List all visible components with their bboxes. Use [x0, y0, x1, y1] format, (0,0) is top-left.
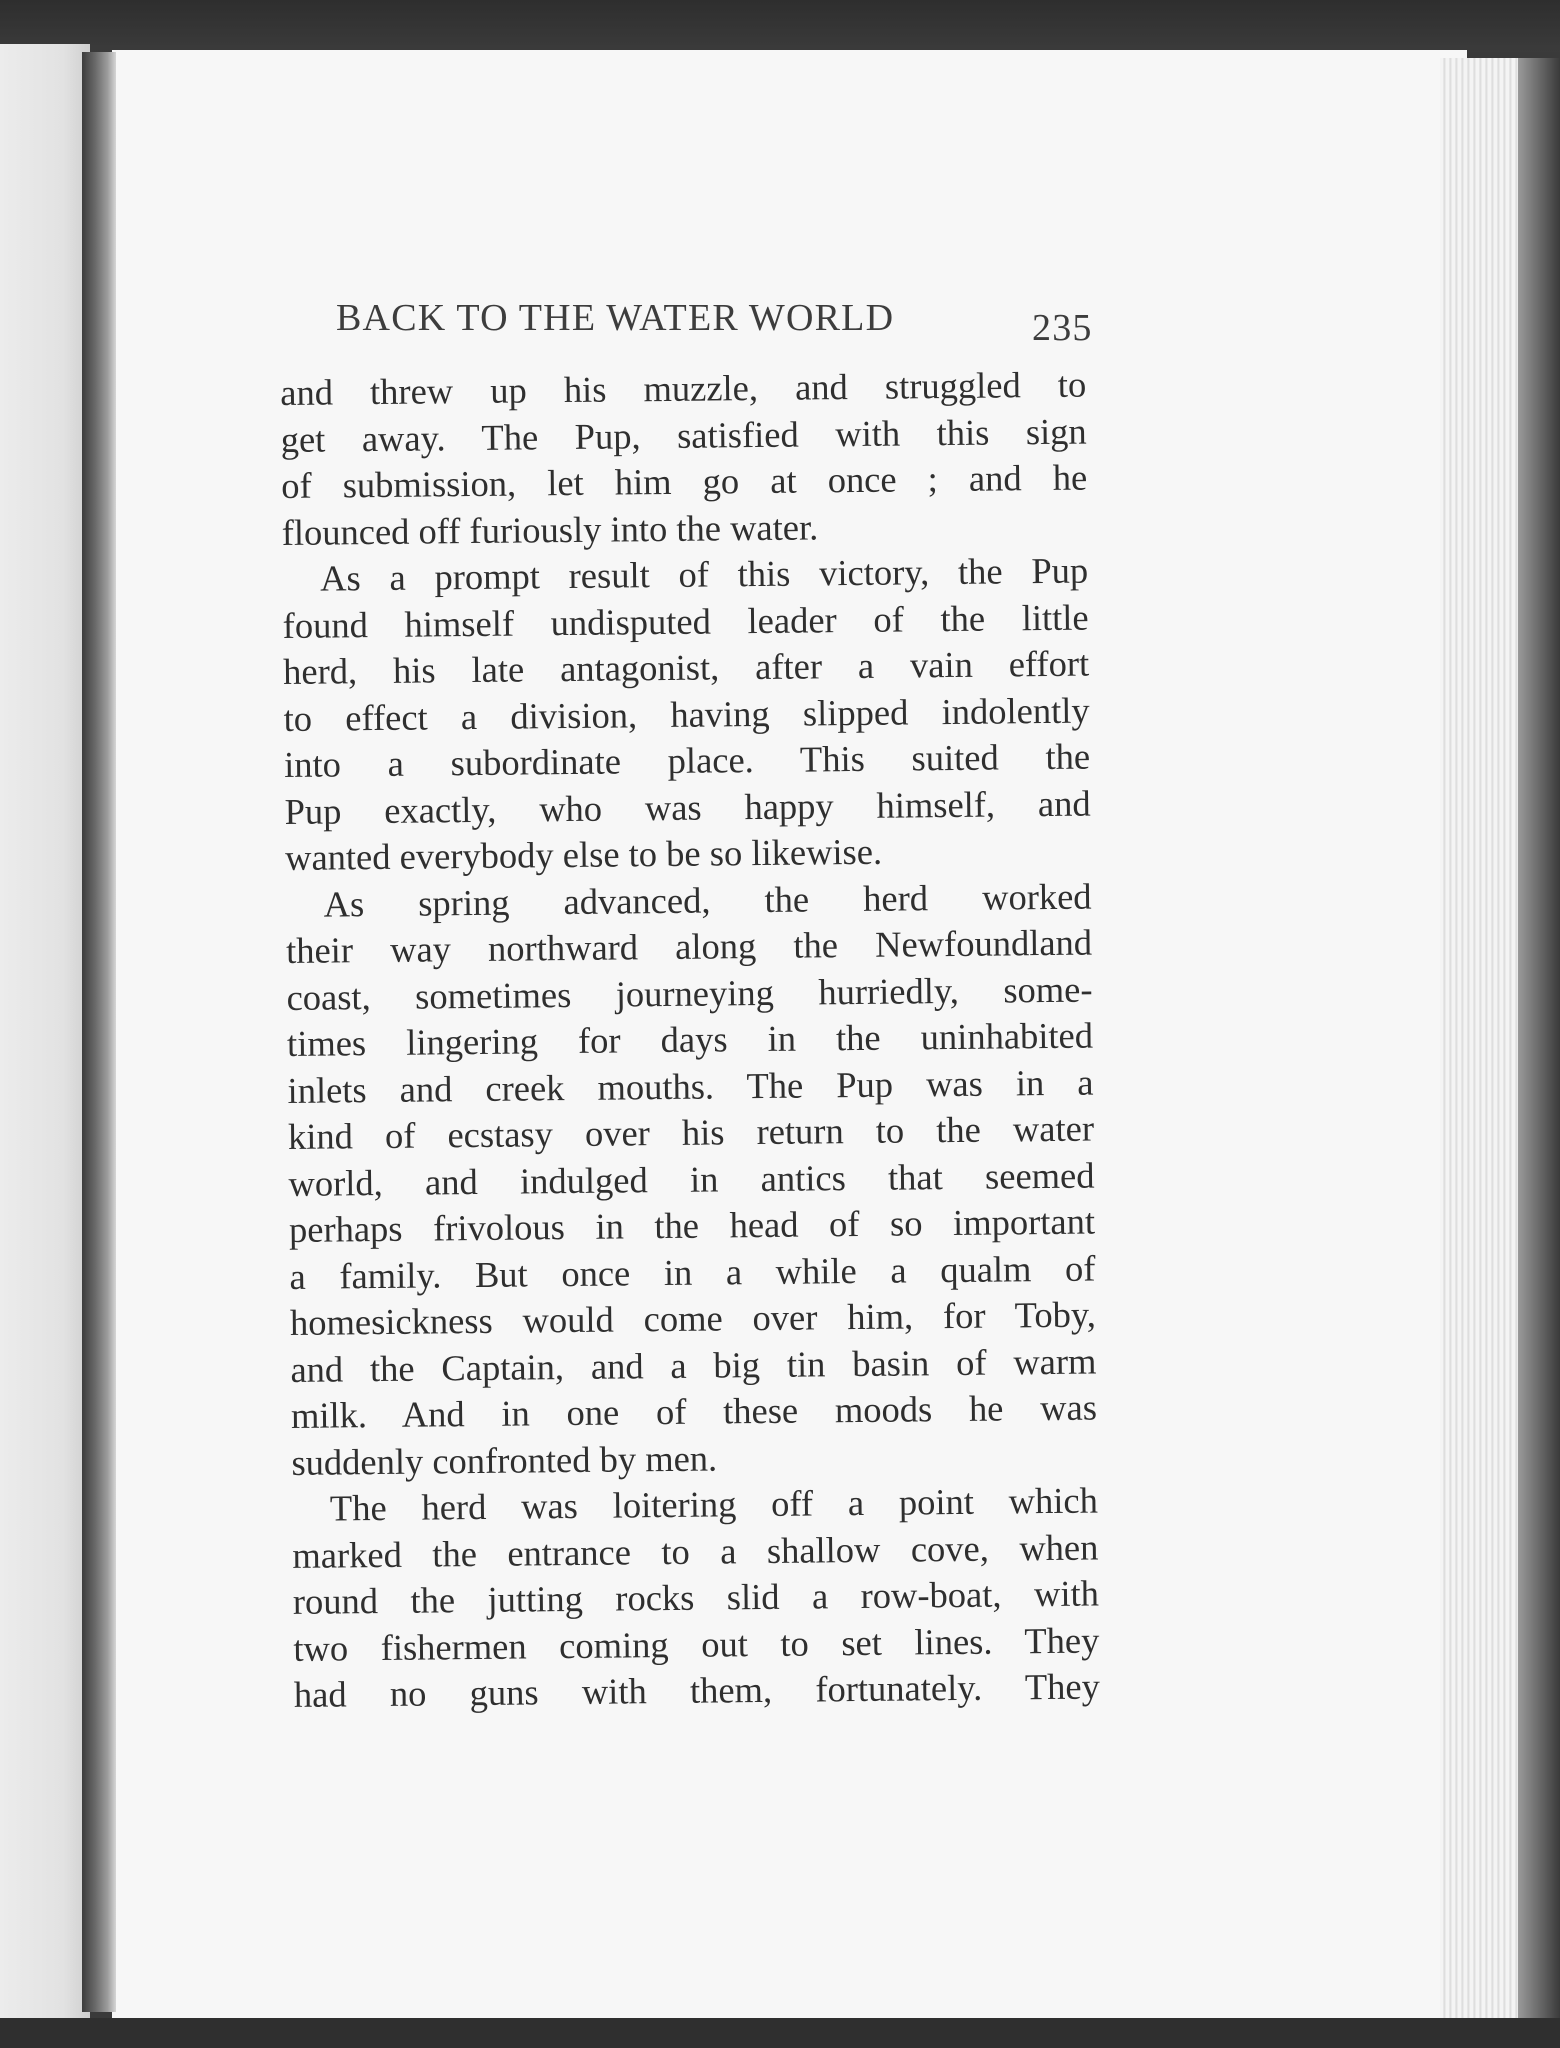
text-line: marked the entrance to a shallow cove, when	[292, 1525, 1099, 1576]
text-line: The herd was loitering off a point which	[329, 1479, 1099, 1529]
scan-border-bottom	[0, 2018, 1560, 2048]
text-line: to effect a division, having slipped indolently	[283, 689, 1090, 739]
text-line: As a prompt result of this victory, the Pup	[319, 549, 1089, 599]
text-line: into a subordinate place. This suited the	[283, 735, 1091, 785]
text-line: homesickness would come over him, for Toby,	[289, 1293, 1097, 1343]
text-line: of submission, let him go at once ; and he	[280, 456, 1088, 506]
text-line: get away. The Pup, satisfied with this sign	[280, 410, 1087, 460]
text-line: Pup exactly, who was happy himself, and	[284, 782, 1091, 832]
scan-border-top	[0, 0, 1560, 52]
text-line: a family. But once in a while a qualm of	[289, 1247, 1096, 1297]
book-gutter	[82, 52, 116, 2012]
page-stack-edges	[1440, 58, 1520, 2018]
text-line: milk. And in one of these moods he was	[290, 1386, 1098, 1436]
text-line: perhaps frivolous in the head of so important	[288, 1200, 1096, 1250]
text-line: times lingering for days in the uninhabited	[286, 1014, 1094, 1064]
body-text	[280, 362, 1100, 1719]
text-line: inlets and creek mouths. The Pup was in a	[287, 1061, 1094, 1111]
text-line: herd, his late antagonist, after a vain effort	[282, 642, 1090, 692]
text-line: suddenly confronted by men.	[291, 1436, 718, 1483]
text-line: coast, sometimes journeying hurriedly, some-	[286, 968, 1093, 1018]
page-number: 235	[1032, 307, 1093, 349]
text-line: and threw up his muzzle, and struggled to	[280, 363, 1087, 413]
running-head	[336, 296, 1096, 352]
text-line: had no guns with them, fortunately. They	[293, 1665, 1101, 1715]
text-line: world, and indulged in antics that seemed	[288, 1154, 1095, 1204]
page-stack-shadow	[1518, 58, 1560, 2048]
paragraph	[280, 362, 1088, 556]
facing-page-edge	[0, 44, 90, 2019]
text-line: two fishermen coming out to set lines. They	[293, 1618, 1100, 1669]
paragraph	[292, 1477, 1100, 1718]
text-line: kind of ecstasy over his return to the water	[287, 1107, 1095, 1157]
paragraph	[282, 548, 1091, 882]
text-line: found himself undisputed leader of the little	[282, 596, 1089, 646]
text-line: flounced off furiously into the water.	[281, 505, 819, 553]
text-line: and the Captain, and a big tin basin of warm	[290, 1340, 1097, 1390]
paragraph	[285, 873, 1097, 1486]
text-line: their way northward along the Newfoundland	[285, 921, 1093, 971]
text-line: wanted everybody else to be so likewise.	[284, 830, 883, 878]
running-head-title: BACK TO THE WATER WORLD	[336, 297, 895, 339]
text-line: As spring advanced, the herd worked	[323, 875, 1092, 925]
text-line: round the jutting rocks slid a row-boat, with	[292, 1572, 1100, 1622]
